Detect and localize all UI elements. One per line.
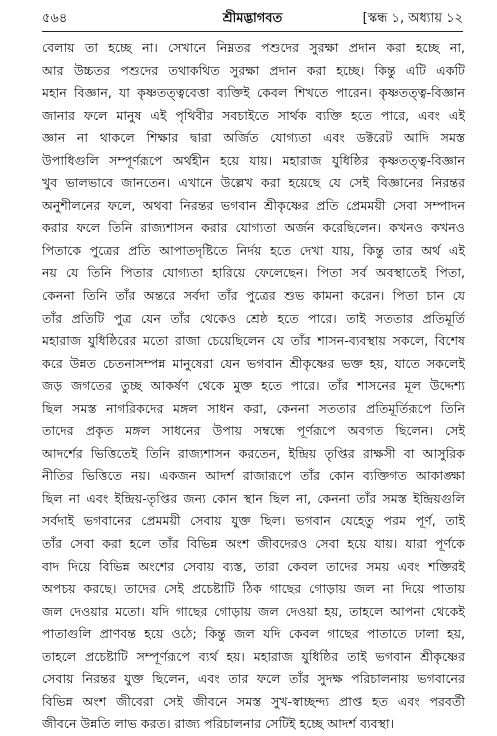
running-header (42, 8, 463, 30)
text-line: নীতির ভিত্তিতে নয়। একজন আদর্শ রাজারূপে তাঁর কোন ব্যক্তিগত আকাঙ্ক্ষা (42, 468, 465, 484)
text-line: পিতাকে পুত্রের প্রতি আপাতদৃষ্টিতে নির্দয় হতে দেখা যায়, কিন্তু তার অর্থ এই (42, 242, 465, 258)
text-line: অপচয় করছে। তাদের সেই প্রচেষ্টাটি ঠিক গাছের গোড়ায় জল না দিয়ে পাতায় (42, 581, 465, 597)
text-line: নয় যে তিনি পিতার যোগ্যতা হারিয়ে ফেলেছেন। পিতা সর্ব অবস্থাতেই পিতা, (42, 265, 465, 281)
text-line: তাদের প্রকৃত মঙ্গল সাধনের উপায় সম্বন্ধে পূর্ণরূপে অবগত ছিলেন। সেই (42, 423, 465, 439)
text-line: মহান বিজ্ঞান, যা কৃষ্ণতত্ত্ববেত্তা ব্যক্তিই কেবল শিখতে পারেন। কৃষ্ণতত্ত্ব-বিজ্ঞান (42, 85, 465, 101)
book-title: শ্রীমদ্ভাগবত (222, 11, 283, 26)
text-line: করে উন্নত চেতনাসম্পন্ন মানুষেরা যেন ভগবান শ্রীকৃষ্ণের ভক্ত হয়, যাতে সকলেই (42, 355, 465, 371)
text-line: বিভিন্ন অংশ জীবেরা সেই জীবনে সমস্ত সুখ-স্বাচ্ছন্দ্য প্রাপ্ত হত এবং পরবর্তী (42, 693, 465, 709)
text-line: ছিল না এবং ইন্দ্রিয়-তৃপ্তির জন্য কোন স্থান ছিল না, কেননা তাঁর সমস্ত ইন্দ্রিয়গুলি (42, 490, 465, 506)
text-line: সর্বদাই ভগবানের প্রেমময়ী সেবায় যুক্ত ছিল। ভগবান যেহেতু পরম পূর্ণ, তাই (42, 513, 465, 529)
section-label: [স্কন্ধ ১, অধ্যায় ১২ (362, 11, 463, 26)
text-line: তাঁর সেবা করা হলে তাঁর বিভিন্ন অংশ জীবদেরও সেবা হয়ে যায়। যারা পূর্ণকে (42, 536, 465, 552)
text-line: জানার ফলে মানুষ এই পৃথিবীর সবচাইতে সার্থক ব্যক্তি হতে পারে, এবং এই (42, 107, 465, 123)
text-line: জ্ঞান না থাকলে শিক্ষার দ্বারা অর্জিত যোগ্যতা এবং ডক্টরেট আদি সমস্ত (42, 130, 465, 146)
text-line: আদর্শের ভিত্তিতেই তিনি রাজ্যশাসন করতেন, ইন্দ্রিয় তৃপ্তির রাক্ষসী বা আসুরিক (42, 445, 465, 461)
text-line: জল দেওয়ার মতো। যদি গাছের গোড়ায় জল দেওয়া হয়, তাহলে আপনা থেকেই (42, 603, 465, 619)
body-paragraph (42, 37, 465, 736)
text-line: আর উচ্চতর পশুদের তথাকথিত সুরক্ষা প্রদান করা হচ্ছে। কিন্তু এটি একটি (42, 62, 465, 78)
text-line: অনুশীলনের ফলে, অথবা নিরন্তর ভগবান শ্রীকৃষ্ণের প্রতি প্রেমময়ী সেবা সম্পাদন (42, 197, 465, 213)
text-line: জড় জগতের তুচ্ছ আকর্ষণ থেকে মুক্ত হতে পারে। তাঁর শাসনের মূল উদ্দেশ্য (42, 378, 465, 394)
text-line: সেবায় নিরন্তর যুক্ত ছিলেন, এবং তার ফলে তাঁর সুদক্ষ পরিচালনায় ভগবানের (42, 671, 465, 687)
text-line: পাতাগুলি প্রাণবন্ত হয়ে ওঠে; কিন্তু জল যদি কেবল গাছের পাতাতে ঢালা হয়, (42, 626, 465, 642)
page-number: ৫৬৪ (42, 11, 68, 26)
text-line: করার ফলে তিনি রাজ্যশাসন করার যোগ্যতা অর্জন করেছিলেন। কখনও কখনও (42, 220, 465, 236)
header-rule (42, 31, 463, 32)
text-line: খুব ভালভাবে জানতেন। এখানে উল্লেখ করা হয়েছে যে সেই বিজ্ঞানের নিরন্তর (42, 175, 465, 191)
text-line: কেননা তিনি তাঁর অন্তরে সর্বদা তাঁর পুত্রের শুভ কামনা করেন। পিতা চান যে (42, 288, 465, 304)
text-line: তাঁর প্রতিটি পুত্র যেন তাঁর থেকেও শ্রেষ্ঠ হতে পারে। তাই সততার প্রতিমূর্তি (42, 310, 465, 326)
text-line: ছিল সমস্ত নাগরিকদের মঙ্গল সাধন করা, কেননা সততার প্রতিমূর্তিরূপে তিনি (42, 400, 465, 416)
text-line: উপাধিগুলি সম্পূর্ণরূপে অর্থহীন হয়ে যায়। মহারাজ যুধিষ্ঠির কৃষ্ণতত্ত্ব-বিজ্ঞান (42, 152, 465, 168)
text-line: জীবনে উন্নতি লাভ করত। রাজ্য পরিচালনার সেটিই হচ্ছে আদর্শ ব্যবস্থা। (42, 716, 395, 732)
text-line: মহারাজ যুধিষ্ঠিরের মতো রাজা চেয়েছিলেন যে তাঁর শাসন-ব্যবস্থায় সকলে, বিশেষ (42, 333, 465, 349)
text-line: তাহলে প্রচেষ্টাটি সম্পূর্ণরূপে ব্যর্থ হয়। মহারাজ যুধিষ্ঠির তাই ভগবান শ্রীকৃষ্ণের (42, 648, 465, 664)
text-line: বেলায় তা হচ্ছে না। সেখানে নিম্নতর পশুদের সুরক্ষা প্রদান করা হচ্ছে না, (42, 40, 465, 55)
text-line: বাদ দিয়ে বিভিন্ন অংশের সেবায় ব্যস্ত, তারা কেবল তাদের সময় এবং শক্তিরই (42, 558, 465, 574)
